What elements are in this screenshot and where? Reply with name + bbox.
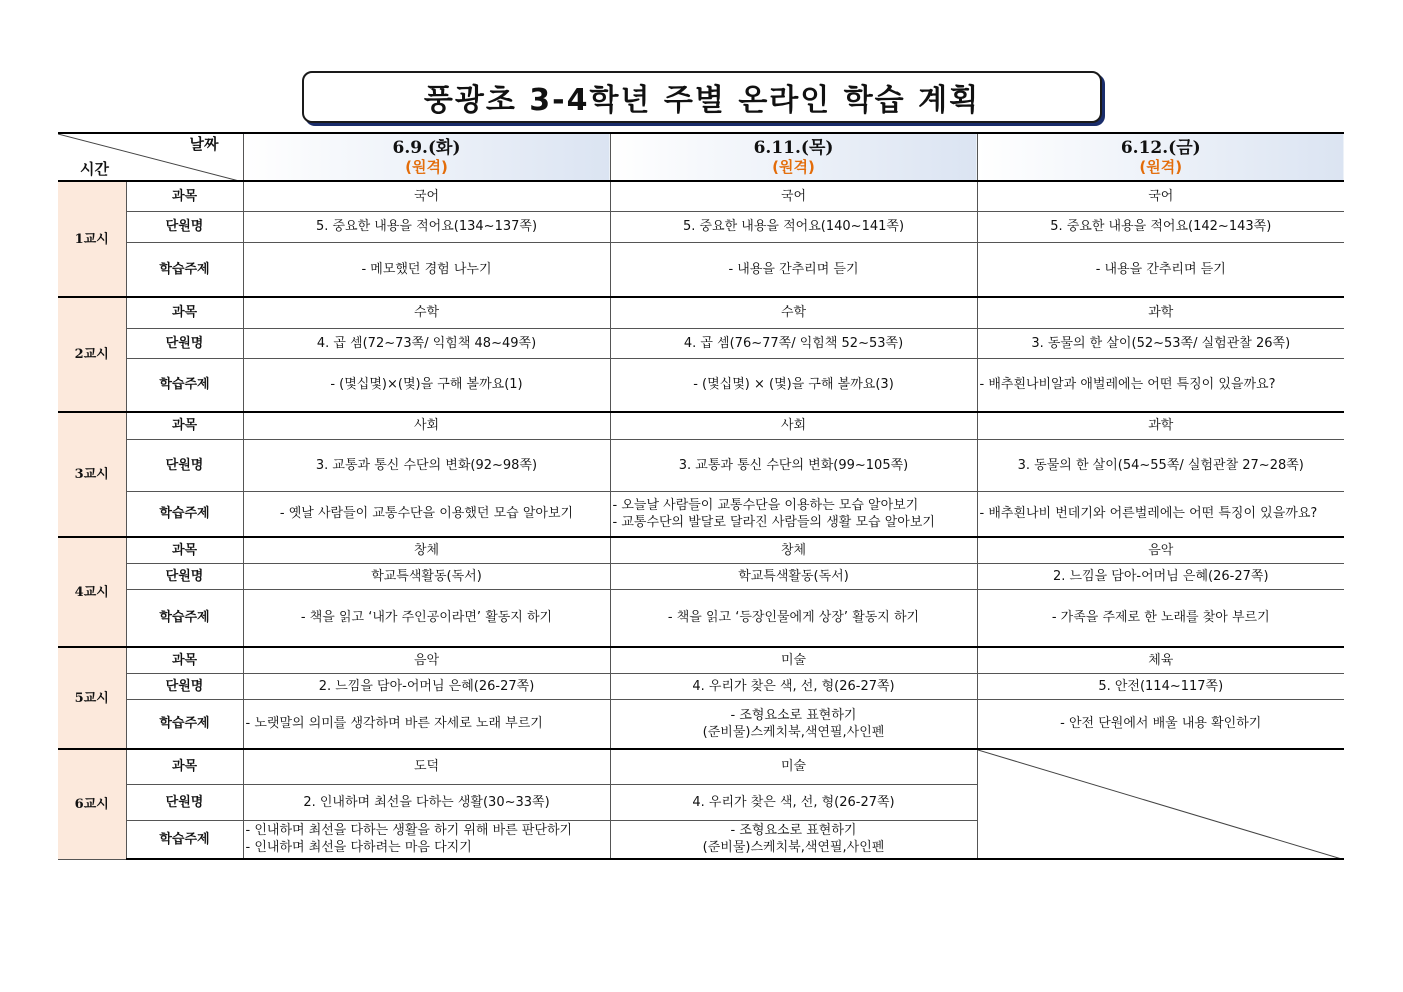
row-label-subject: 과목 <box>126 297 243 328</box>
page-title: 풍광초 3-4학년 주별 온라인 학습 계획 <box>423 83 981 118</box>
unit-cell: 2. 느낌을 담아-어머님 은혜(26-27쪽) <box>977 563 1344 589</box>
subject-cell: 도덕 <box>243 749 610 784</box>
topic-line: (준비물)스케치북,색연필,사인펜 <box>702 840 885 856</box>
row-label-subject: 과목 <box>126 412 243 439</box>
topic-cell: - 안전 단원에서 배울 내용 확인하기 <box>977 699 1344 749</box>
unit-cell: 학교특색활동(독서) <box>243 563 610 589</box>
row-label-topic: 학습주제 <box>126 820 243 859</box>
topic-line: - 조형요소로 표현하기 <box>730 823 857 839</box>
day-header <box>243 133 610 181</box>
row-label-topic: 학습주제 <box>126 242 243 297</box>
subject-cell: 음악 <box>977 537 1344 563</box>
unit-cell: 5. 안전(114~117쪽) <box>977 673 1344 699</box>
subject-cell: 과학 <box>977 297 1344 328</box>
unit-cell: 2. 인내하며 최선을 다하는 생활(30~33쪽) <box>243 784 610 820</box>
row-label-subject: 과목 <box>126 181 243 211</box>
empty-cell <box>977 749 1344 859</box>
topic-cell <box>243 820 610 859</box>
title-box <box>302 71 1102 123</box>
topic-cell: - 배추흰나비알과 애벌레에는 어떤 특징이 있을까요? <box>977 358 1344 412</box>
row-label-topic: 학습주제 <box>126 589 243 647</box>
subject-cell: 사회 <box>610 412 977 439</box>
row-label-topic: 학습주제 <box>126 491 243 537</box>
unit-cell: 5. 중요한 내용을 적어요(134~137쪽) <box>243 211 610 242</box>
topic-line: - 오늘날 사람들이 교통수단을 이용하는 모습 알아보기 <box>612 497 919 513</box>
unit-cell: 5. 중요한 내용을 적어요(140~141쪽) <box>610 211 977 242</box>
unit-cell: 4. 곱 셈(72~73쪽/ 익힘책 48~49쪽) <box>243 328 610 358</box>
date-label: 날짜 <box>189 135 219 153</box>
subject-cell: 창체 <box>610 537 977 563</box>
period-label: 1교시 <box>58 181 126 297</box>
row-label-topic: 학습주제 <box>126 699 243 749</box>
unit-cell: 3. 동물의 한 살이(52~53쪽/ 실험관찰 26쪽) <box>977 328 1344 358</box>
day-date: 6.12.(금) <box>1120 138 1201 158</box>
day-mode: (원격) <box>1139 158 1183 176</box>
topic-line: - 인내하며 최선을 다하려는 마음 다지기 <box>245 840 472 856</box>
row-label-topic: 학습주제 <box>126 358 243 412</box>
row-label-unit: 단원명 <box>126 211 243 242</box>
subject-cell: 미술 <box>610 647 977 673</box>
topic-cell: - 노랫말의 의미를 생각하며 바른 자세로 노래 부르기 <box>243 699 610 749</box>
schedule-table <box>58 132 1344 860</box>
subject-cell: 창체 <box>243 537 610 563</box>
subject-cell: 과학 <box>977 412 1344 439</box>
day-date: 6.9.(화) <box>392 138 461 158</box>
topic-cell: - 메모했던 경험 나누기 <box>243 242 610 297</box>
day-date: 6.11.(목) <box>753 138 834 158</box>
topic-cell: - 책을 읽고 ‘등장인물에게 상장’ 활동지 하기 <box>610 589 977 647</box>
subject-cell: 국어 <box>977 181 1344 211</box>
topic-cell: - 내용을 간추리며 듣기 <box>977 242 1344 297</box>
topic-cell: - 가족을 주제로 한 노래를 찾아 부르기 <box>977 589 1344 647</box>
unit-cell: 3. 교통과 통신 수단의 변화(92~98쪽) <box>243 439 610 491</box>
day-mode: (원격) <box>405 158 448 176</box>
topic-cell <box>610 699 977 749</box>
period-label: 4교시 <box>58 537 126 647</box>
day-header <box>610 133 977 181</box>
topic-line: (준비물)스케치북,색연필,사인펜 <box>702 724 885 740</box>
topic-cell: - (몇십몇) × (몇)을 구해 볼까요(3) <box>610 358 977 412</box>
subject-cell: 체육 <box>977 647 1344 673</box>
topic-cell <box>610 491 977 537</box>
topic-cell: - (몇십몇)×(몇)을 구해 볼까요(1) <box>243 358 610 412</box>
time-label: 시간 <box>80 160 109 178</box>
row-label-subject: 과목 <box>126 749 243 784</box>
subject-cell: 국어 <box>243 181 610 211</box>
row-label-unit: 단원명 <box>126 328 243 358</box>
unit-cell: 3. 교통과 통신 수단의 변화(99~105쪽) <box>610 439 977 491</box>
unit-cell: 5. 중요한 내용을 적어요(142~143쪽) <box>977 211 1344 242</box>
topic-cell: - 배추흰나비 번데기와 어른벌레에는 어떤 특징이 있을까요? <box>977 491 1344 537</box>
topic-cell <box>610 820 977 859</box>
subject-cell: 수학 <box>243 297 610 328</box>
subject-cell: 음악 <box>243 647 610 673</box>
period-label: 6교시 <box>58 749 126 859</box>
row-label-unit: 단원명 <box>126 439 243 491</box>
topic-line: - 인내하며 최선을 다하는 생활을 하기 위해 바른 판단하기 <box>245 823 573 839</box>
topic-line: - 교통수단의 발달로 달라진 사람들의 생활 모습 알아보기 <box>612 514 935 530</box>
row-label-unit: 단원명 <box>126 673 243 699</box>
header-corner <box>58 133 243 181</box>
subject-cell: 사회 <box>243 412 610 439</box>
unit-cell: 4. 우리가 찾은 색, 선, 형(26-27쪽) <box>610 784 977 820</box>
unit-cell: 2. 느낌을 담아-어머님 은혜(26-27쪽) <box>243 673 610 699</box>
row-label-subject: 과목 <box>126 647 243 673</box>
unit-cell: 3. 동물의 한 살이(54~55쪽/ 실험관찰 27~28쪽) <box>977 439 1344 491</box>
row-label-subject: 과목 <box>126 537 243 563</box>
period-label: 3교시 <box>58 412 126 537</box>
row-label-unit: 단원명 <box>126 784 243 820</box>
period-label: 5교시 <box>58 647 126 749</box>
subject-cell: 미술 <box>610 749 977 784</box>
row-label-unit: 단원명 <box>126 563 243 589</box>
empty-cell-diagonal <box>978 750 1345 859</box>
period-label: 2교시 <box>58 297 126 412</box>
subject-cell: 수학 <box>610 297 977 328</box>
topic-cell: - 책을 읽고 ‘내가 주인공이라면’ 활동지 하기 <box>243 589 610 647</box>
topic-cell: - 옛날 사람들이 교통수단을 이용했던 모습 알아보기 <box>243 491 610 537</box>
unit-cell: 4. 곱 셈(76~77쪽/ 익힘책 52~53쪽) <box>610 328 977 358</box>
unit-cell: 4. 우리가 찾은 색, 선, 형(26-27쪽) <box>610 673 977 699</box>
day-header <box>977 133 1344 181</box>
unit-cell: 학교특색활동(독서) <box>610 563 977 589</box>
topic-cell: - 내용을 간추리며 듣기 <box>610 242 977 297</box>
topic-line: - 조형요소로 표현하기 <box>730 707 857 723</box>
day-mode: (원격) <box>772 158 815 176</box>
subject-cell: 국어 <box>610 181 977 211</box>
